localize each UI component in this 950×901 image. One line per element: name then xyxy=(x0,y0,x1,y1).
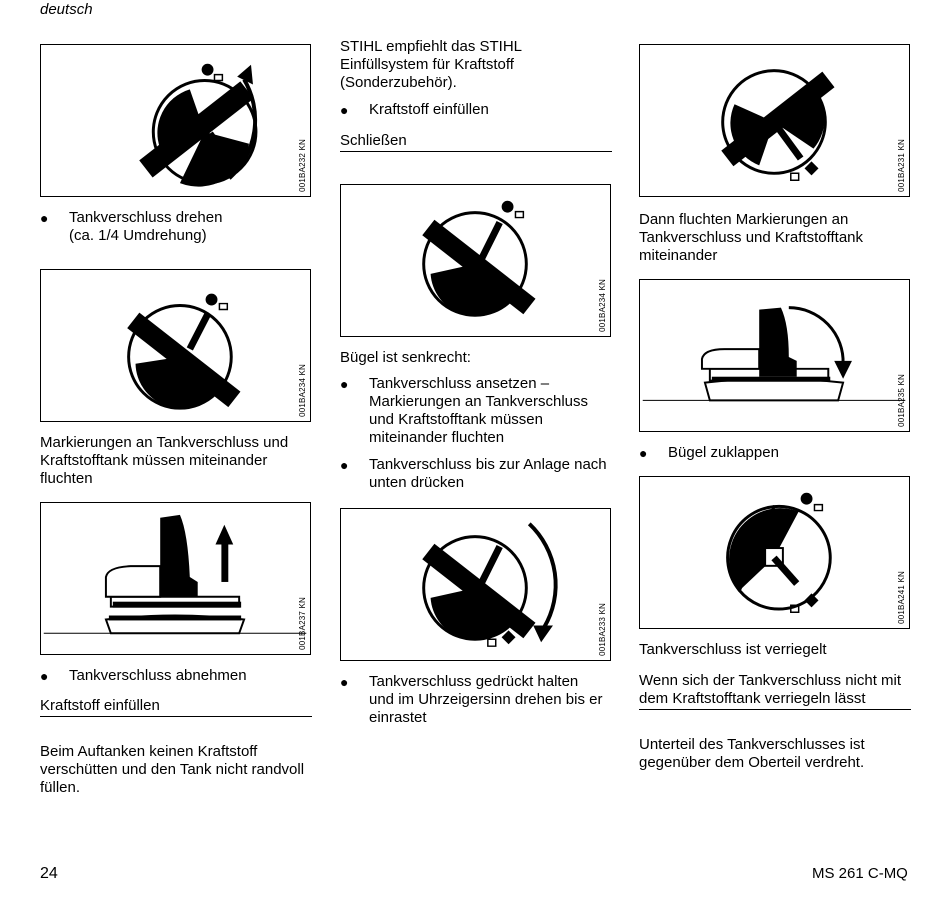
bullet-icon: ● xyxy=(340,376,349,392)
figure-code: 001BA233 KN xyxy=(598,603,607,656)
figure-cap-place xyxy=(340,184,611,337)
figure-code: 001BA237 KN xyxy=(298,597,307,650)
paragraph-stihl-recommends: STIHL empfiehlt das STIHL Einfüllsystem für Kraftstoff (Sonderzubehör). xyxy=(340,38,523,91)
cap-remove-illustration xyxy=(41,503,310,654)
bullet-icon: ● xyxy=(40,668,49,684)
instruction-rotate-cap: ● Tankverschluss drehen (ca. 1/4 Umdrehung) xyxy=(40,209,223,244)
section-heading-fill-fuel: Kraftstoff einfüllen xyxy=(40,697,312,717)
figure-cap-remove xyxy=(40,502,311,655)
instruction-press-cap: ● Tankverschluss bis zur Anlage nach unten drücken xyxy=(340,456,607,491)
paragraph-marks-aligned: Dann fluchten Markierungen an Tankverschluss und Kraftstofftank miteinander xyxy=(639,211,864,264)
cap-turn-clockwise-illustration xyxy=(341,509,610,660)
column-2 xyxy=(340,38,612,727)
fold-handle-illustration xyxy=(640,280,909,431)
model-label: MS 261 C-MQ xyxy=(812,865,908,882)
paragraph-cap-locked: Tankverschluss ist verriegelt xyxy=(639,641,827,658)
figure-code: 001BA235 KN xyxy=(897,374,906,427)
column-3 xyxy=(639,44,911,772)
language-label: deutsch xyxy=(40,1,93,18)
figure-code: 001BA241 KN xyxy=(897,571,906,624)
cap-place-illustration xyxy=(341,185,610,336)
figure-code: 001BA234 KN xyxy=(598,279,607,332)
instruction-hold-and-turn: ● Tankverschluss gedrückt halten und im Uhrzeigersinn drehen bis er einrastet xyxy=(340,673,603,726)
figure-cap-aligned xyxy=(40,269,311,422)
figure-code: 001BA234 KN xyxy=(298,364,307,417)
figure-cap-locked xyxy=(639,476,910,629)
bullet-icon: ● xyxy=(40,210,49,226)
figure-marks-aligned xyxy=(639,44,910,197)
figure-fold-handle xyxy=(639,279,910,432)
instruction-fill-fuel: ● Kraftstoff einfüllen xyxy=(340,101,489,118)
instruction-remove-cap: ● Tankverschluss abnehmen xyxy=(40,667,247,684)
instruction-fold-handle: ● Bügel zuklappen xyxy=(639,444,779,461)
bullet-icon: ● xyxy=(340,102,349,118)
figure-cap-turn-clockwise xyxy=(340,508,611,661)
section-heading-close: Schließen xyxy=(340,132,612,152)
marks-aligned-illustration xyxy=(640,45,909,196)
column-1 xyxy=(40,44,312,797)
cap-locked-illustration xyxy=(640,477,909,628)
cap-aligned-illustration xyxy=(41,270,310,421)
cap-rotate-illustration xyxy=(41,45,310,196)
figure-cap-rotate xyxy=(40,44,311,197)
paragraph-handle-vertical: Bügel ist senkrecht: xyxy=(340,349,471,366)
figure-code: 001BA231 KN xyxy=(897,139,906,192)
section-heading-cannot-lock: Wenn sich der Tankverschluss nicht mit dem Kraftstofftank verriegeln lässt xyxy=(639,672,911,710)
instruction-place-cap: ● Tankverschluss ansetzen – Markierungen an Tankverschluss und Kraftstofftank müssen miteinander fluchten xyxy=(340,375,589,446)
figure-code: 001BA232 KN xyxy=(298,139,307,192)
paragraph-lower-part-rotated: Unterteil des Tankverschlusses ist gegenüber dem Oberteil verdreht. xyxy=(639,736,865,771)
paragraph-no-spill: Beim Auftanken keinen Kraftstoff verschütten und den Tank nicht randvoll füllen. xyxy=(40,743,305,796)
paragraph-marks-align: Markierungen an Tankverschluss und Kraftstofftank müssen miteinander fluchten xyxy=(40,434,289,487)
bullet-icon: ● xyxy=(340,674,349,690)
page-number: 24 xyxy=(40,865,58,882)
bullet-icon: ● xyxy=(340,457,349,473)
bullet-icon: ● xyxy=(639,445,648,461)
